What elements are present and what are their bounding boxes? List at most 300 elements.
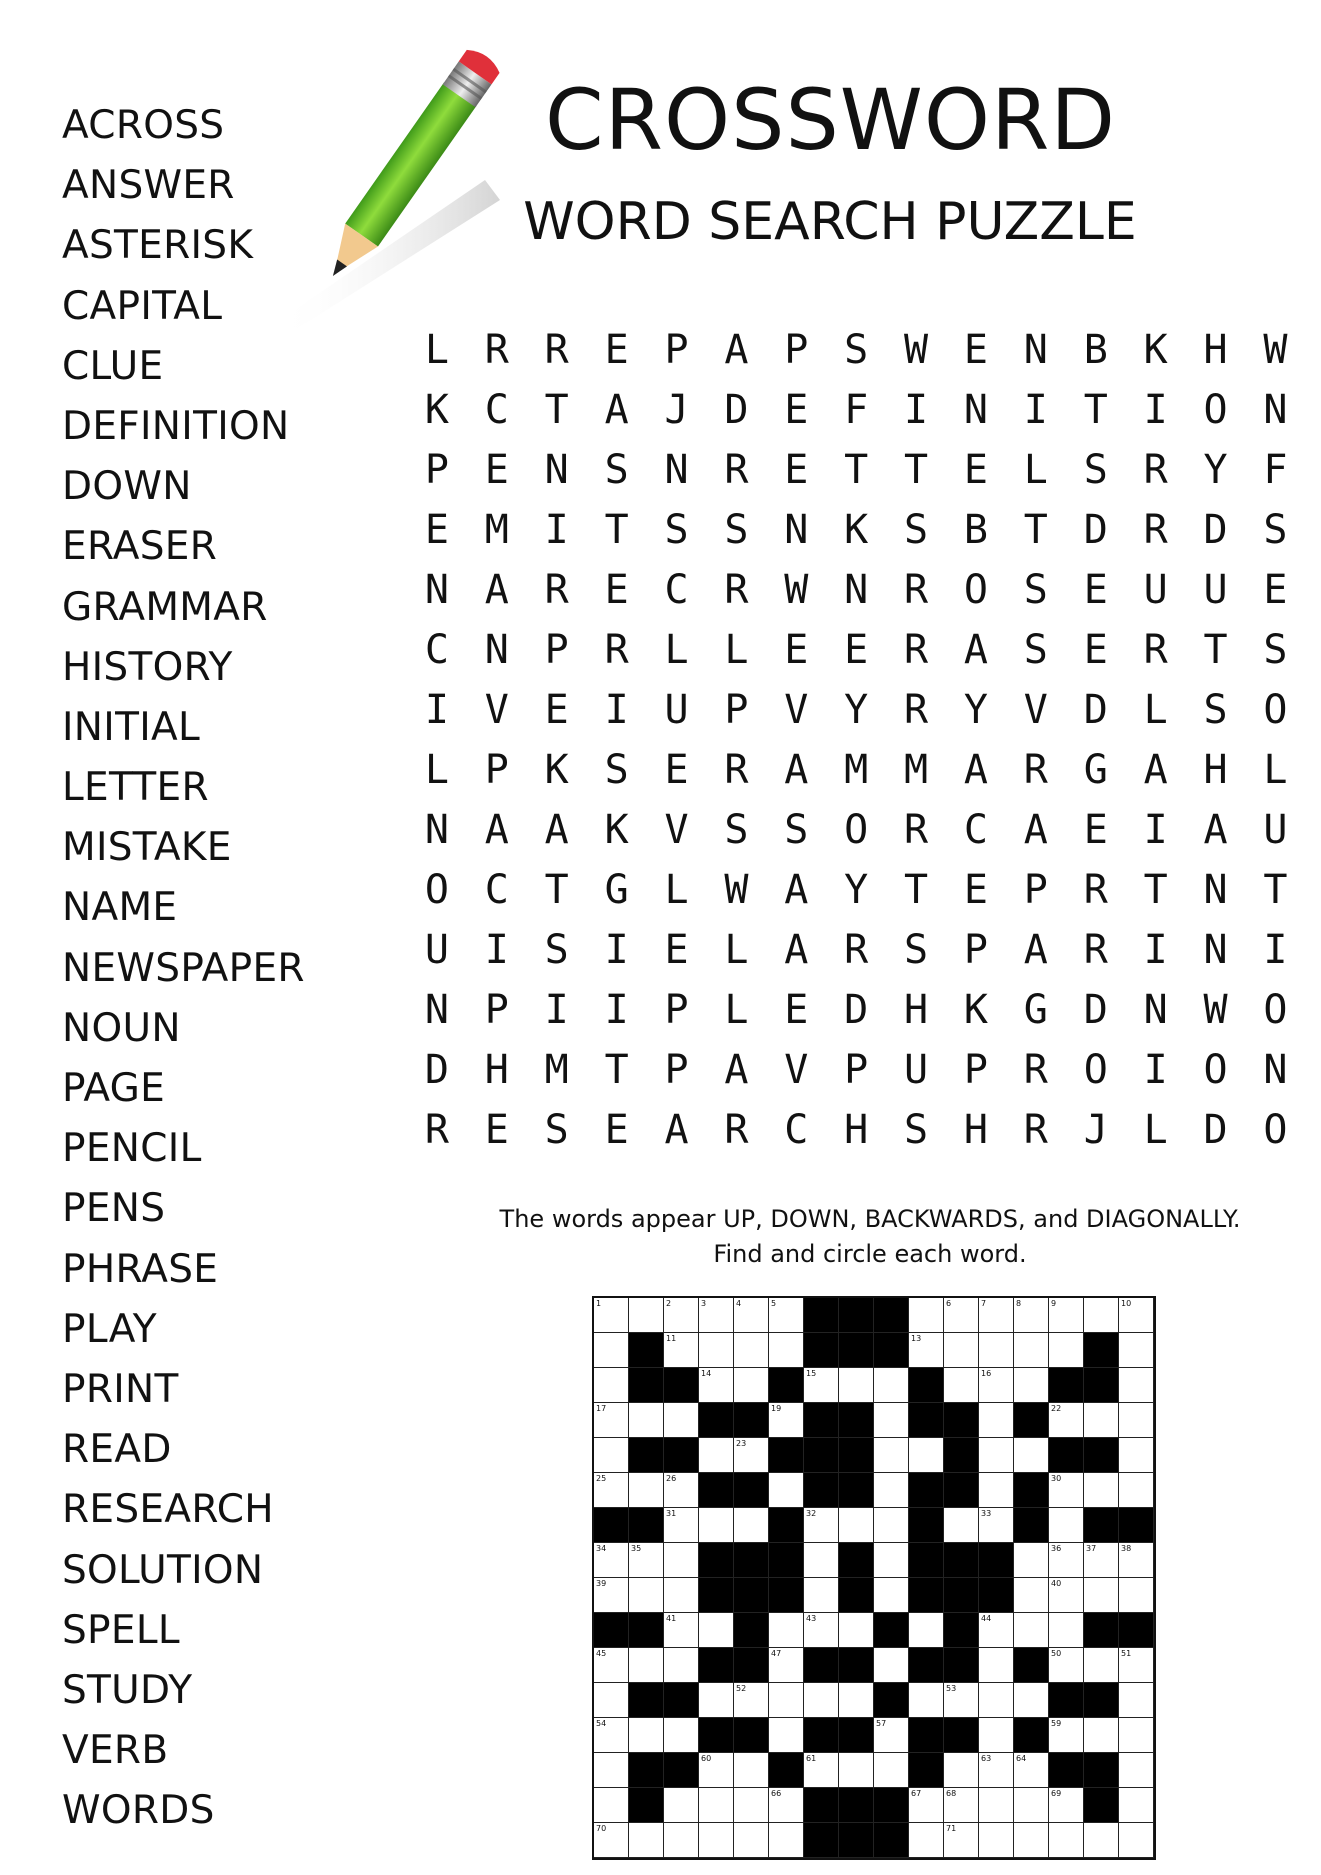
word-search-letter[interactable]: S — [904, 927, 929, 973]
word-search-letter[interactable]: D — [424, 1047, 449, 1093]
crossword-cell[interactable] — [769, 1788, 804, 1823]
crossword-cell[interactable] — [734, 1753, 769, 1788]
word-search-letter[interactable]: S — [1263, 507, 1288, 553]
crossword-cell[interactable] — [699, 1753, 734, 1788]
word-search-letter[interactable]: O — [1263, 1107, 1288, 1153]
word-search-letter[interactable]: N — [1263, 387, 1288, 433]
crossword-cell[interactable] — [874, 1473, 909, 1508]
word-search-letter[interactable]: O — [424, 867, 449, 913]
word-search-letter[interactable]: N — [1203, 927, 1228, 973]
word-search-letter[interactable]: G — [1083, 747, 1108, 793]
word-search-letter[interactable]: W — [724, 867, 749, 913]
word-search-letter[interactable]: P — [664, 327, 689, 373]
word-search-letter[interactable]: S — [904, 1107, 929, 1153]
crossword-cell[interactable] — [1084, 1543, 1119, 1578]
word-search-letter[interactable]: R — [904, 627, 929, 673]
crossword-cell[interactable] — [664, 1403, 699, 1438]
word-search-letter[interactable]: P — [963, 1047, 988, 1093]
crossword-cell[interactable] — [979, 1683, 1014, 1718]
crossword-cell[interactable] — [1014, 1438, 1049, 1473]
crossword-cell[interactable] — [734, 1788, 769, 1823]
word-search-letter[interactable]: A — [484, 567, 509, 613]
word-search-letter[interactable]: E — [1263, 567, 1288, 613]
crossword-cell[interactable] — [664, 1333, 699, 1368]
crossword-cell[interactable] — [699, 1823, 734, 1858]
crossword-cell[interactable] — [979, 1368, 1014, 1403]
crossword-cell[interactable] — [699, 1438, 734, 1473]
word-search-letter[interactable]: S — [724, 807, 749, 853]
word-search-letter[interactable]: L — [724, 927, 749, 973]
crossword-cell[interactable] — [769, 1718, 804, 1753]
crossword-cell[interactable] — [1049, 1403, 1084, 1438]
crossword-cell[interactable] — [874, 1368, 909, 1403]
crossword-cell[interactable] — [594, 1718, 629, 1753]
crossword-cell[interactable] — [664, 1788, 699, 1823]
word-search-letter[interactable]: W — [904, 327, 929, 373]
crossword-cell[interactable] — [1014, 1613, 1049, 1648]
crossword-cell[interactable] — [769, 1683, 804, 1718]
crossword-cell[interactable] — [979, 1753, 1014, 1788]
word-search-letter[interactable]: D — [724, 387, 749, 433]
word-search-letter[interactable]: K — [963, 987, 988, 1033]
word-search-letter[interactable]: K — [1143, 327, 1168, 373]
crossword-cell[interactable] — [979, 1438, 1014, 1473]
word-search-letter[interactable]: S — [544, 927, 569, 973]
word-search-letter[interactable]: I — [604, 987, 629, 1033]
word-search-letter[interactable]: S — [724, 507, 749, 553]
word-search-letter[interactable]: Y — [963, 687, 988, 733]
word-search-letter[interactable]: E — [963, 327, 988, 373]
word-search-letter[interactable]: U — [1263, 807, 1288, 853]
crossword-cell[interactable] — [769, 1403, 804, 1438]
word-search-letter[interactable]: E — [424, 507, 449, 553]
crossword-cell[interactable] — [664, 1578, 699, 1613]
word-search-letter[interactable]: O — [1263, 987, 1288, 1033]
word-search-letter[interactable]: R — [724, 747, 749, 793]
word-search-letter[interactable]: A — [604, 387, 629, 433]
word-search-letter[interactable]: L — [664, 867, 689, 913]
word-search-letter[interactable]: L — [1263, 747, 1288, 793]
word-search-letter[interactable]: L — [1023, 447, 1048, 493]
word-search-letter[interactable]: J — [1083, 1107, 1108, 1153]
word-search-letter[interactable]: M — [904, 747, 929, 793]
word-search-letter[interactable]: L — [664, 627, 689, 673]
word-search-letter[interactable]: T — [904, 447, 929, 493]
word-search-letter[interactable]: N — [1203, 867, 1228, 913]
word-search-letter[interactable]: H — [484, 1047, 509, 1093]
crossword-cell[interactable] — [909, 1333, 944, 1368]
word-search-letter[interactable]: S — [1083, 447, 1108, 493]
word-search-letter[interactable]: Y — [844, 867, 869, 913]
crossword-cell[interactable] — [594, 1788, 629, 1823]
word-search-letter[interactable]: R — [724, 447, 749, 493]
crossword-cell[interactable] — [1119, 1578, 1154, 1613]
word-search-letter[interactable]: R — [484, 327, 509, 373]
word-search-letter[interactable]: T — [904, 867, 929, 913]
word-search-letter[interactable]: R — [1143, 627, 1168, 673]
word-search-letter[interactable]: V — [664, 807, 689, 853]
word-search-letter[interactable]: N — [1263, 1047, 1288, 1093]
crossword-cell[interactable] — [909, 1613, 944, 1648]
word-search-letter[interactable]: T — [604, 1047, 629, 1093]
crossword-cell[interactable] — [944, 1823, 979, 1858]
crossword-cell[interactable] — [909, 1788, 944, 1823]
crossword-cell[interactable] — [769, 1333, 804, 1368]
word-search-letter[interactable]: R — [724, 1107, 749, 1153]
crossword-cell[interactable] — [594, 1368, 629, 1403]
crossword-cell[interactable] — [699, 1508, 734, 1543]
word-search-letter[interactable]: S — [1203, 687, 1228, 733]
crossword-cell[interactable] — [1119, 1543, 1154, 1578]
crossword-cell[interactable] — [944, 1368, 979, 1403]
word-search-letter[interactable]: C — [963, 807, 988, 853]
word-search-letter[interactable]: N — [424, 987, 449, 1033]
word-search-letter[interactable]: I — [904, 387, 929, 433]
word-search-letter[interactable]: O — [1083, 1047, 1108, 1093]
crossword-cell[interactable] — [769, 1648, 804, 1683]
word-search-letter[interactable]: R — [604, 627, 629, 673]
crossword-cell[interactable] — [594, 1333, 629, 1368]
crossword-cell[interactable] — [1049, 1718, 1084, 1753]
word-search-letter[interactable]: D — [1203, 507, 1228, 553]
crossword-cell[interactable] — [594, 1648, 629, 1683]
crossword-cell[interactable] — [909, 1823, 944, 1858]
crossword-cell[interactable] — [979, 1473, 1014, 1508]
crossword-cell[interactable] — [734, 1333, 769, 1368]
word-search-letter[interactable]: E — [784, 987, 809, 1033]
word-search-letter[interactable]: A — [1143, 747, 1168, 793]
crossword-cell[interactable] — [734, 1368, 769, 1403]
word-search-letter[interactable]: G — [604, 867, 629, 913]
crossword-cell[interactable] — [1049, 1578, 1084, 1613]
word-search-letter[interactable]: I — [1143, 927, 1168, 973]
word-search-letter[interactable]: I — [544, 987, 569, 1033]
crossword-cell[interactable] — [629, 1298, 664, 1333]
word-search-letter[interactable]: P — [664, 1047, 689, 1093]
crossword-cell[interactable] — [1119, 1788, 1154, 1823]
crossword-cell[interactable] — [804, 1683, 839, 1718]
word-search-letter[interactable]: P — [544, 627, 569, 673]
crossword-cell[interactable] — [1084, 1403, 1119, 1438]
crossword-cell[interactable] — [699, 1333, 734, 1368]
word-search-letter[interactable]: H — [844, 1107, 869, 1153]
crossword-cell[interactable] — [944, 1333, 979, 1368]
crossword-cell[interactable] — [874, 1438, 909, 1473]
word-search-letter[interactable]: E — [784, 627, 809, 673]
word-search-letter[interactable]: R — [1083, 867, 1108, 913]
word-search-letter[interactable]: A — [963, 627, 988, 673]
crossword-cell[interactable] — [1119, 1648, 1154, 1683]
crossword-cell[interactable] — [734, 1298, 769, 1333]
crossword-cell[interactable] — [629, 1718, 664, 1753]
word-search-letter[interactable]: C — [784, 1107, 809, 1153]
crossword-cell[interactable] — [909, 1683, 944, 1718]
word-search-letter[interactable]: K — [604, 807, 629, 853]
crossword-cell[interactable] — [839, 1508, 874, 1543]
crossword-cell[interactable] — [804, 1368, 839, 1403]
crossword-cell[interactable] — [874, 1648, 909, 1683]
word-search-letter[interactable]: R — [904, 687, 929, 733]
word-search-letter[interactable]: R — [1023, 747, 1048, 793]
word-search-letter[interactable]: S — [664, 507, 689, 553]
word-search-letter[interactable]: E — [963, 867, 988, 913]
crossword-cell[interactable] — [979, 1613, 1014, 1648]
crossword-cell[interactable] — [594, 1543, 629, 1578]
word-search-letter[interactable]: P — [664, 987, 689, 1033]
crossword-cell[interactable] — [1049, 1823, 1084, 1858]
word-search-letter[interactable]: E — [963, 447, 988, 493]
crossword-cell[interactable] — [1119, 1473, 1154, 1508]
crossword-cell[interactable] — [664, 1543, 699, 1578]
word-search-letter[interactable]: T — [1263, 867, 1288, 913]
word-search-letter[interactable]: N — [424, 807, 449, 853]
crossword-cell[interactable] — [664, 1613, 699, 1648]
word-search-letter[interactable]: A — [484, 807, 509, 853]
crossword-cell[interactable] — [979, 1718, 1014, 1753]
word-search-letter[interactable]: T — [544, 387, 569, 433]
word-search-letter[interactable]: T — [1143, 867, 1168, 913]
word-search-letter[interactable]: N — [1143, 987, 1168, 1033]
word-search-letter[interactable]: R — [1023, 1107, 1048, 1153]
crossword-cell[interactable] — [1049, 1648, 1084, 1683]
word-search-letter[interactable]: S — [784, 807, 809, 853]
crossword-cell[interactable] — [979, 1788, 1014, 1823]
crossword-cell[interactable] — [699, 1788, 734, 1823]
word-search-letter[interactable]: Y — [1203, 447, 1228, 493]
crossword-cell[interactable] — [1119, 1753, 1154, 1788]
word-search-letter[interactable]: T — [1083, 387, 1108, 433]
word-search-letter[interactable]: A — [1023, 807, 1048, 853]
word-search-letter[interactable]: U — [424, 927, 449, 973]
word-search-letter[interactable]: V — [784, 1047, 809, 1093]
crossword-cell[interactable] — [839, 1683, 874, 1718]
crossword-cell[interactable] — [664, 1473, 699, 1508]
crossword-cell[interactable] — [1084, 1648, 1119, 1683]
word-search-letter[interactable]: L — [1143, 1107, 1168, 1153]
crossword-cell[interactable] — [979, 1298, 1014, 1333]
crossword-cell[interactable] — [1014, 1368, 1049, 1403]
word-search-letter[interactable]: O — [1203, 1047, 1228, 1093]
crossword-cell[interactable] — [1119, 1333, 1154, 1368]
crossword-cell[interactable] — [699, 1368, 734, 1403]
word-search-letter[interactable]: S — [604, 447, 629, 493]
crossword-cell[interactable] — [874, 1543, 909, 1578]
word-search-letter[interactable]: E — [604, 567, 629, 613]
crossword-cell[interactable] — [629, 1403, 664, 1438]
word-search-letter[interactable]: E — [1083, 627, 1108, 673]
crossword-cell[interactable] — [1119, 1298, 1154, 1333]
crossword-cell[interactable] — [944, 1508, 979, 1543]
word-search-letter[interactable]: A — [784, 747, 809, 793]
word-search-letter[interactable]: P — [484, 747, 509, 793]
word-search-letter[interactable]: H — [963, 1107, 988, 1153]
word-search-letter[interactable]: C — [484, 867, 509, 913]
word-search-letter[interactable]: A — [724, 327, 749, 373]
word-search-letter[interactable]: E — [784, 387, 809, 433]
word-search-letter[interactable]: R — [1023, 1047, 1048, 1093]
word-search-letter[interactable]: P — [424, 447, 449, 493]
word-search-letter[interactable]: E — [784, 447, 809, 493]
crossword-cell[interactable] — [1014, 1753, 1049, 1788]
word-search-letter[interactable]: I — [1143, 807, 1168, 853]
crossword-cell[interactable] — [979, 1823, 1014, 1858]
crossword-cell[interactable] — [1014, 1333, 1049, 1368]
crossword-cell[interactable] — [804, 1543, 839, 1578]
crossword-cell[interactable] — [839, 1368, 874, 1403]
crossword-cell[interactable] — [979, 1648, 1014, 1683]
word-search-letter[interactable]: N — [1023, 327, 1048, 373]
word-search-letter[interactable]: I — [484, 927, 509, 973]
crossword-cell[interactable] — [664, 1508, 699, 1543]
word-search-letter[interactable]: S — [844, 327, 869, 373]
word-search-letter[interactable]: I — [1023, 387, 1048, 433]
crossword-cell[interactable] — [874, 1753, 909, 1788]
crossword-cell[interactable] — [1049, 1788, 1084, 1823]
word-search-letter[interactable]: I — [424, 687, 449, 733]
crossword-cell[interactable] — [1049, 1613, 1084, 1648]
crossword-cell[interactable] — [629, 1648, 664, 1683]
word-search-letter[interactable]: L — [1143, 687, 1168, 733]
word-search-letter[interactable]: S — [904, 507, 929, 553]
crossword-cell[interactable] — [769, 1613, 804, 1648]
word-search-letter[interactable]: S — [1023, 627, 1048, 673]
word-search-letter[interactable]: S — [544, 1107, 569, 1153]
word-search-letter[interactable]: O — [1203, 387, 1228, 433]
crossword-cell[interactable] — [1084, 1473, 1119, 1508]
crossword-cell[interactable] — [1049, 1298, 1084, 1333]
word-search-letter[interactable]: B — [1083, 327, 1108, 373]
crossword-cell[interactable] — [629, 1823, 664, 1858]
crossword-cell[interactable] — [944, 1788, 979, 1823]
crossword-cell[interactable] — [1084, 1718, 1119, 1753]
crossword-cell[interactable] — [804, 1578, 839, 1613]
word-search-letter[interactable]: P — [784, 327, 809, 373]
word-search-letter[interactable]: O — [844, 807, 869, 853]
crossword-cell[interactable] — [944, 1753, 979, 1788]
crossword-cell[interactable] — [594, 1438, 629, 1473]
word-search-letter[interactable]: A — [724, 1047, 749, 1093]
word-search-letter[interactable]: R — [1143, 507, 1168, 553]
crossword-cell[interactable] — [594, 1753, 629, 1788]
word-search-letter[interactable]: E — [844, 627, 869, 673]
word-search-letter[interactable]: H — [1203, 327, 1228, 373]
crossword-cell[interactable] — [1014, 1823, 1049, 1858]
word-search-letter[interactable]: E — [1083, 567, 1108, 613]
crossword-cell[interactable] — [1119, 1718, 1154, 1753]
crossword-cell[interactable] — [594, 1473, 629, 1508]
word-search-letter[interactable]: K — [424, 387, 449, 433]
crossword-cell[interactable] — [769, 1473, 804, 1508]
crossword-cell[interactable] — [804, 1613, 839, 1648]
crossword-cell[interactable] — [1049, 1333, 1084, 1368]
word-search-letter[interactable]: V — [784, 687, 809, 733]
word-search-letter[interactable]: P — [963, 927, 988, 973]
word-search-letter[interactable]: K — [544, 747, 569, 793]
word-search-letter[interactable]: R — [904, 567, 929, 613]
word-search-letter[interactable]: O — [1263, 687, 1288, 733]
word-search-letter[interactable]: E — [664, 927, 689, 973]
crossword-cell[interactable] — [839, 1753, 874, 1788]
word-search-letter[interactable]: N — [784, 507, 809, 553]
word-search-letter[interactable]: H — [904, 987, 929, 1033]
crossword-cell[interactable] — [664, 1718, 699, 1753]
word-search-letter[interactable]: E — [1083, 807, 1108, 853]
word-search-letter[interactable]: T — [604, 507, 629, 553]
word-search-letter[interactable]: C — [424, 627, 449, 673]
word-search-letter[interactable]: O — [963, 567, 988, 613]
word-search-letter[interactable]: E — [544, 687, 569, 733]
crossword-cell[interactable] — [804, 1508, 839, 1543]
crossword-cell[interactable] — [1049, 1508, 1084, 1543]
crossword-cell[interactable] — [874, 1578, 909, 1613]
word-search-letter[interactable]: P — [844, 1047, 869, 1093]
crossword-cell[interactable] — [629, 1543, 664, 1578]
word-search-letter[interactable]: I — [1143, 387, 1168, 433]
word-search-letter[interactable]: D — [1083, 987, 1108, 1033]
word-search-letter[interactable]: G — [1023, 987, 1048, 1033]
crossword-cell[interactable] — [804, 1753, 839, 1788]
crossword-cell[interactable] — [874, 1403, 909, 1438]
word-search-letter[interactable]: L — [424, 327, 449, 373]
word-search-letter[interactable]: A — [784, 867, 809, 913]
crossword-cell[interactable] — [979, 1403, 1014, 1438]
word-search-letter[interactable]: T — [1023, 507, 1048, 553]
crossword-cell[interactable] — [1084, 1578, 1119, 1613]
word-search-letter[interactable]: R — [424, 1107, 449, 1153]
word-search-letter[interactable]: I — [604, 687, 629, 733]
crossword-cell[interactable] — [1014, 1578, 1049, 1613]
word-search-letter[interactable]: I — [604, 927, 629, 973]
word-search-letter[interactable]: S — [1023, 567, 1048, 613]
word-search-letter[interactable]: W — [1263, 327, 1288, 373]
word-search-letter[interactable]: P — [724, 687, 749, 733]
crossword-cell[interactable] — [1084, 1823, 1119, 1858]
word-search-letter[interactable]: R — [1083, 927, 1108, 973]
word-search-letter[interactable]: D — [1083, 687, 1108, 733]
word-search-letter[interactable]: L — [724, 987, 749, 1033]
crossword-cell[interactable] — [874, 1718, 909, 1753]
word-search-letter[interactable]: M — [484, 507, 509, 553]
crossword-cell[interactable] — [1119, 1403, 1154, 1438]
crossword-cell[interactable] — [979, 1508, 1014, 1543]
crossword-cell[interactable] — [1014, 1543, 1049, 1578]
crossword-cell[interactable] — [699, 1298, 734, 1333]
word-search-letter[interactable]: R — [1143, 447, 1168, 493]
crossword-cell[interactable] — [839, 1613, 874, 1648]
crossword-cell[interactable] — [664, 1648, 699, 1683]
crossword-cell[interactable] — [594, 1403, 629, 1438]
crossword-cell[interactable] — [769, 1823, 804, 1858]
word-search-letter[interactable]: R — [544, 327, 569, 373]
word-search-letter[interactable]: I — [1143, 1047, 1168, 1093]
crossword-cell[interactable] — [1049, 1473, 1084, 1508]
word-search-letter[interactable]: N — [424, 567, 449, 613]
word-search-letter[interactable]: I — [544, 507, 569, 553]
crossword-cell[interactable] — [1084, 1298, 1119, 1333]
word-search-letter[interactable]: D — [1203, 1107, 1228, 1153]
word-search-letter[interactable]: B — [963, 507, 988, 553]
crossword-cell[interactable] — [769, 1298, 804, 1333]
crossword-cell[interactable] — [699, 1613, 734, 1648]
crossword-cell[interactable] — [734, 1683, 769, 1718]
word-search-letter[interactable]: C — [484, 387, 509, 433]
word-search-letter[interactable]: V — [484, 687, 509, 733]
word-search-letter[interactable]: D — [844, 987, 869, 1033]
word-search-letter[interactable]: P — [1023, 867, 1048, 913]
word-search-letter[interactable]: T — [544, 867, 569, 913]
word-search-letter[interactable]: M — [544, 1047, 569, 1093]
word-search-letter[interactable]: H — [1203, 747, 1228, 793]
